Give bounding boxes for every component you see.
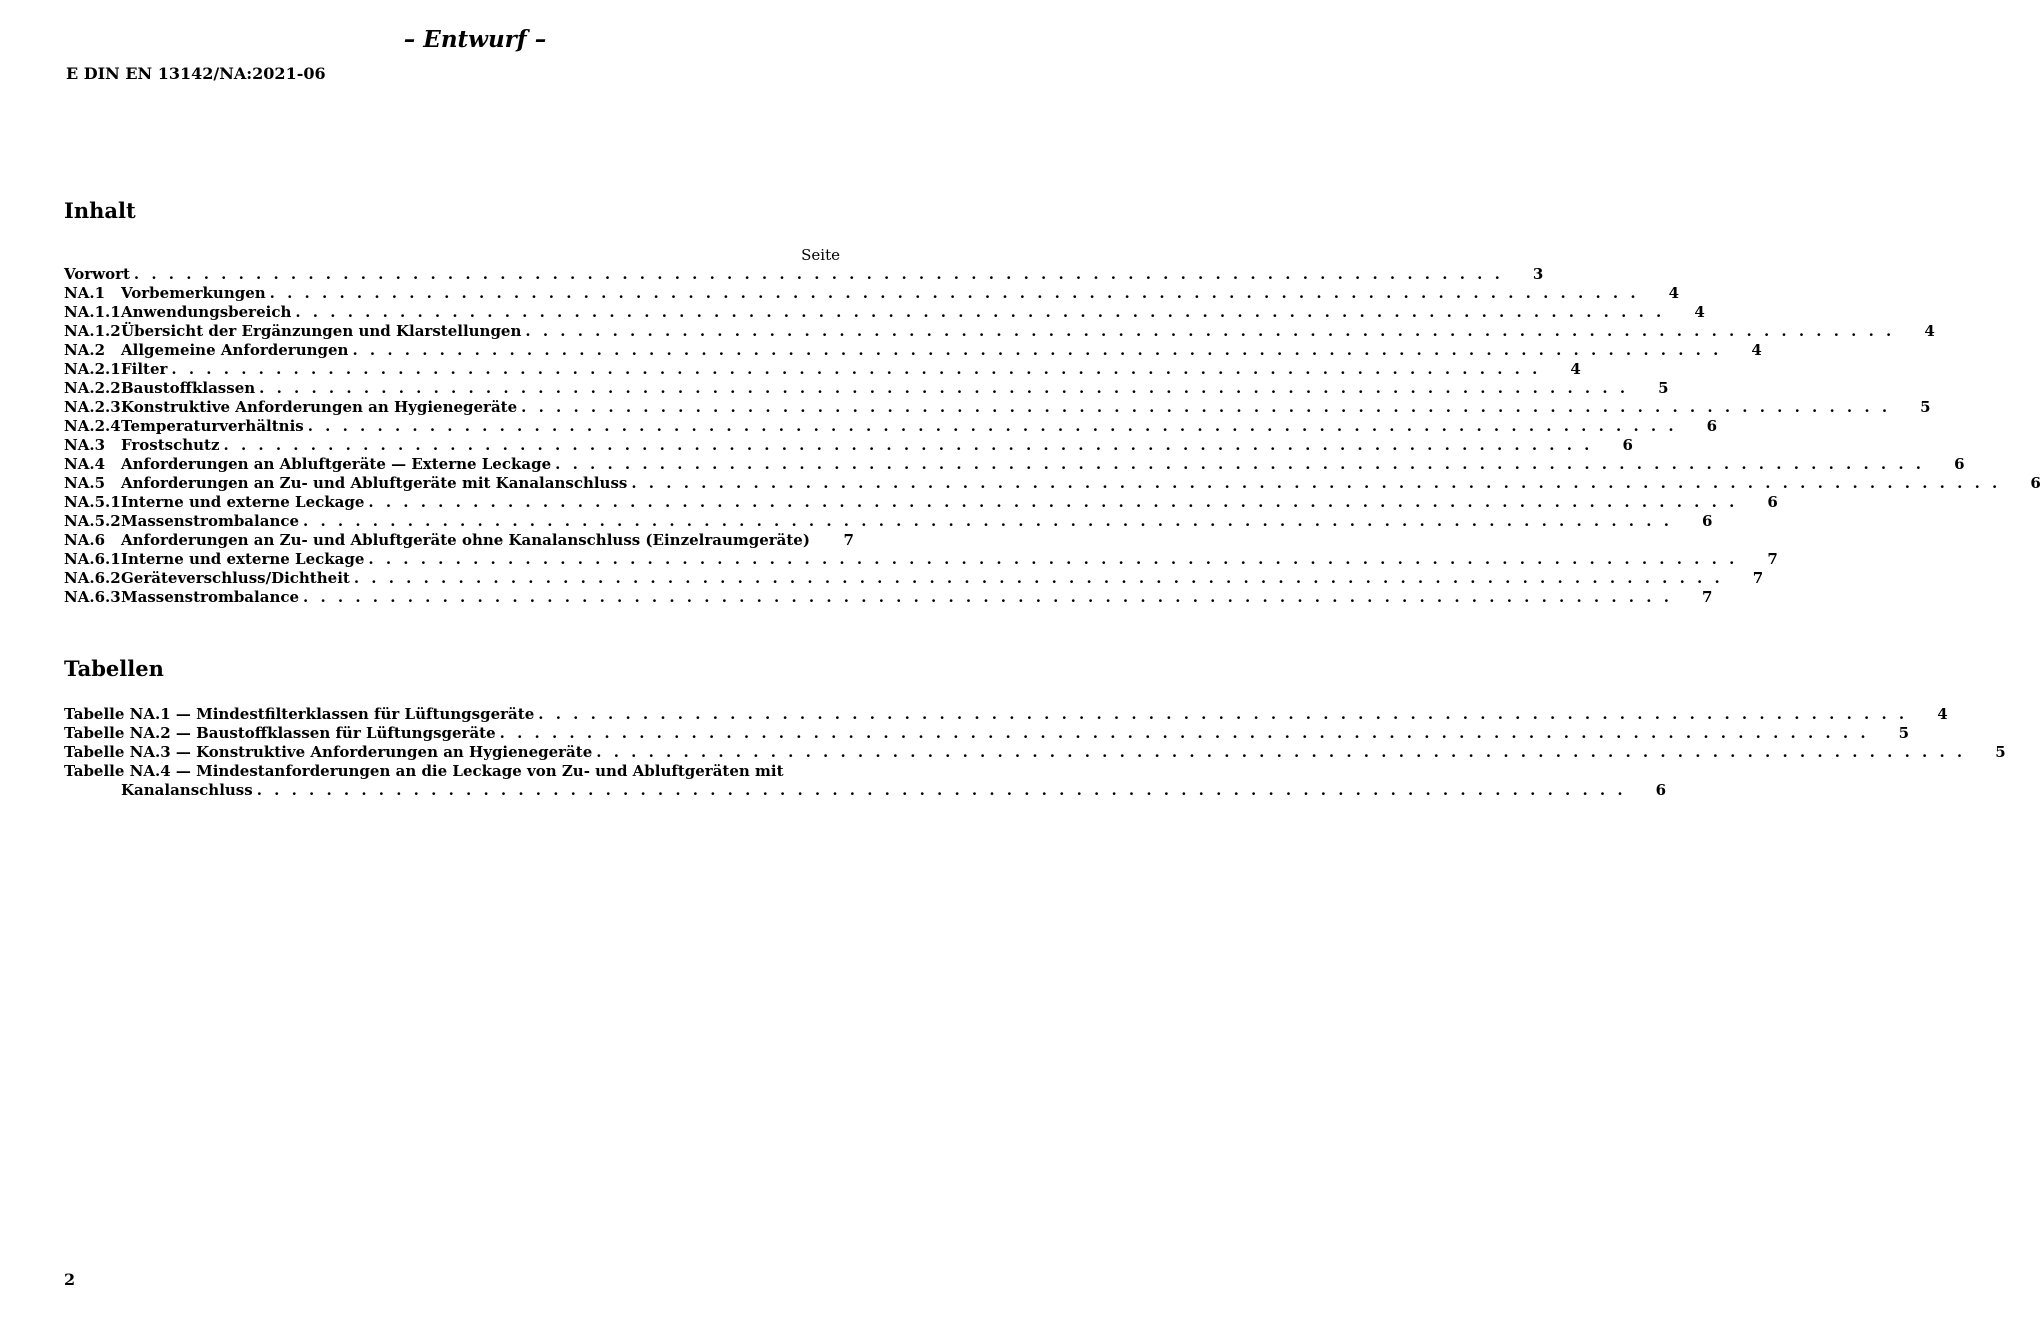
toc-entry-title: Interne und externe Leckage xyxy=(121,550,365,568)
toc-entry-page: 6 xyxy=(1706,417,1718,435)
toc-entry[interactable] xyxy=(64,265,1544,284)
toc-entry-page: 7 xyxy=(1701,588,1713,606)
toc-entry-number: NA.1.1 xyxy=(64,303,121,321)
dot-leader: . . . . . . . . . . . . . . . . . . . . . . . . . . . . . . . . . . . . . . . . . . . . . . . . . . . . . . . . . . . . . . . . . . . . . . . . . . . . . . . xyxy=(303,512,1673,530)
toc-entry-page: 6 xyxy=(1954,455,1965,473)
toc-entry-number: NA.2 xyxy=(64,341,106,359)
toc-entry-number: NA.6.1 xyxy=(64,550,121,568)
toc-entry-page: 4 xyxy=(1668,284,1680,302)
toc-entry[interactable] xyxy=(64,341,1762,360)
toc-entry-title: Vorbemerkungen xyxy=(121,284,266,302)
toc-entry-title: Anwendungsbereich xyxy=(121,303,292,321)
toc-entry-page: 7 xyxy=(1767,550,1778,568)
dot-leader: . . . . . . . . . . . . . . . . . . . . . . . . . . . . . . . . . . . . . . . . . . . . . . . . . . . . . . . . . . . . . . . . . . . . . . . . . . . . . . . xyxy=(223,436,1593,454)
dot-leader: . . . . . . . . . . . . . . . . . . . . . . . . . . . . . . . . . . . . . . . . . . . . . . . . . . . . . . . . . . . . . . . . . . . . . . . . . . . . . . . xyxy=(352,341,1722,359)
table-entry-title: Tabelle NA.4 — Mindestanforderungen an die Leckage von Zu- und Abluftgeräten mit xyxy=(64,762,784,780)
toc-entry-number: NA.5.1 xyxy=(64,493,121,511)
toc-entry-title: Vorwort xyxy=(64,265,130,283)
toc-entry[interactable] xyxy=(64,379,1669,398)
table-entry-page: 5 xyxy=(1995,743,2006,761)
toc-entry-title: Übersicht der Ergänzungen und Klarstellungen xyxy=(121,322,522,340)
table-entry-page: 4 xyxy=(1937,705,1948,723)
toc-entry-page: 6 xyxy=(1701,512,1713,530)
toc-entry[interactable] xyxy=(64,550,1778,569)
dot-leader: . . . . . . . . . . . . . . . . . . . . . . . . . . . . . . . . . . . . . . . . . . . . . . . . . . . . . . . . . . . . . . . . . . . . . . . . . . . . . . . xyxy=(171,360,1541,378)
dot-leader: . . . . . . . . . . . . . . . . . . . . . . . . . . . . . . . . . . . . . . . . . . . . . . . . . . . . . . . . . . . . . . . . . . . . . . . . . . . . . . . xyxy=(368,493,1738,511)
tables-heading: Tabellen xyxy=(64,656,164,681)
toc-entry-title: Interne und externe Leckage xyxy=(121,493,365,511)
toc-entry-page: 3 xyxy=(1532,265,1544,283)
table-entry-continuation[interactable] xyxy=(64,781,1667,800)
toc-entry-page: 6 xyxy=(1622,436,1633,454)
dot-leader: . . . . . . . . . . . . . . . . . . . . . . . . . . . . . . . . . . . . . . . . . . . . . . . . . . . . . . . . . . . . . . . . . . . . . . . . . . . . . . . xyxy=(499,724,1870,742)
draft-mark: – Entwurf – xyxy=(403,26,547,53)
toc-entry[interactable] xyxy=(64,284,1680,303)
page-column-label: Seite xyxy=(801,246,840,264)
toc-entry-page: 7 xyxy=(1752,569,1764,587)
toc-entry[interactable] xyxy=(64,303,1705,322)
dot-leader: . . . . . . . . . . . . . . . . . . . . . . . . . . . . . . . . . . . . . . . . . . . . . . . . . . . . . . . . . . . . . . . . . . . . . . . . . . . . . . . xyxy=(133,265,1504,283)
dot-leader: . . . . . . . . . . . . . . . . . . . . . . . . . . . . . . . . . . . . . . . . . . . . . . . . . . . . . . . . . . . . . . . . . . . . . . . . . . . . . . . xyxy=(259,379,1629,397)
toc-entry-page: 4 xyxy=(1924,322,1935,340)
table-entry[interactable] xyxy=(64,743,2006,762)
dot-leader: . . . . . . . . . . . . . . . . . . . . . . . . . . . . . . . . . . . . . . . . . . . . . . . . . . . . . . . . . . . . . . . . . . . . . . . . . . . . . . . xyxy=(303,588,1673,606)
toc-entry-number: NA.6.2 xyxy=(64,569,121,587)
toc-entry[interactable] xyxy=(64,360,1581,379)
toc-entry-page: 6 xyxy=(1767,493,1778,511)
dot-leader: . . . . . . . . . . . . . . . . . . . . . . . . . . . . . . . . . . . . . . . . . . . . . . . . . . . . . . . . . . . . . . . . . . . . . . . . . . . . . . . xyxy=(353,569,1724,587)
toc-entry-number: NA.3 xyxy=(64,436,106,454)
toc-entry-number: NA.2.4 xyxy=(64,417,121,435)
table-entry-page: 6 xyxy=(1655,781,1667,799)
toc-entry[interactable] xyxy=(64,474,2041,493)
dot-leader: . . . . . . . . . . . . . . . . . . . . . . . . . . . . . . . . . . . . . . . . . . . . . . . . . . . . . . . . . . . . . . . . . . . . . . . . . . . . . . . xyxy=(596,743,1966,761)
toc-entry-number: NA.5.2 xyxy=(64,512,121,530)
toc-entry-title: Anforderungen an Abluftgeräte — Externe Leckage xyxy=(121,455,552,473)
dot-leader: . . . . . . . . . . . . . . . . . . . . . . . . . . . . . . . . . . . . . . . . . . . . . . . . . . . . . . . . . . . . . . . . . . . . . . . . . . . . . . . xyxy=(295,303,1665,321)
dot-leader: . . . . . . . . . . . . . . . . . . . . . . . . . . . . . . . . . . . . . . . . . . . . . . . . . . . . . . . . . . . . . . . . . . . . . . . . . . . . . . . xyxy=(555,455,1925,473)
toc-entry-title: Allgemeine Anforderungen xyxy=(121,341,349,359)
table-entry-title: Tabelle NA.3 — Konstruktive Anforderungen an Hygienegeräte xyxy=(64,743,593,761)
toc-entry[interactable] xyxy=(64,512,1713,531)
toc-entry-title: Geräteverschluss/Dichtheit xyxy=(121,569,350,587)
toc-entry[interactable] xyxy=(64,436,1633,455)
table-entry[interactable] xyxy=(64,762,841,781)
dot-leader: . . . . . . . . . . . . . . . . . . . . . . . . . . . . . . . . . . . . . . . . . . . . . . . . . . . . . . . . . . . . . . . . . . . . . . . . . . . . . . . xyxy=(256,781,1627,799)
toc-entry-number: NA.6 xyxy=(64,531,106,549)
toc-entry-number: NA.4 xyxy=(64,455,106,473)
toc-entry[interactable] xyxy=(64,455,1965,474)
toc-entry-title: Konstruktive Anforderungen an Hygienegeräte xyxy=(121,398,518,416)
toc-entry[interactable] xyxy=(64,398,1931,417)
dot-leader: . . . . . . . . . . . . . . . . . . . . . . . . . . . . . . . . . . . . . . . . . . . . . . . . . . . . . . . . . . . . . . . . . . . . . . . . . . . . . . . xyxy=(269,284,1640,302)
table-entry-page: 5 xyxy=(1898,724,1910,742)
table-entry[interactable] xyxy=(64,705,1948,724)
toc-entry-title: Baustoffklassen xyxy=(121,379,256,397)
toc-entry-page: 4 xyxy=(1694,303,1705,321)
toc-entry-page: 4 xyxy=(1751,341,1762,359)
toc-entry-page: 5 xyxy=(1658,379,1669,397)
toc-entry-title: Massenstrombalance xyxy=(121,512,300,530)
dot-leader: . . . . . . . . . . . . . . . . . . . . . . . . . . . . . . . . . . . . . . . . . . . . . . . . . . . . . . . . . . . . . . . . . . . . . . . . . . . . . . . xyxy=(368,550,1738,568)
toc-entry[interactable] xyxy=(64,588,1713,607)
table-entry-title-continued: Kanalanschluss xyxy=(121,781,253,799)
table-entry-title: Tabelle NA.2 — Baustoffklassen für Lüftungsgeräte xyxy=(64,724,496,742)
toc-entry[interactable] xyxy=(64,531,854,550)
toc-entry[interactable] xyxy=(64,569,1764,588)
document-id: E DIN EN 13142/NA:2021-06 xyxy=(66,64,326,83)
toc-entry[interactable] xyxy=(64,417,1718,436)
toc-entry-number: NA.2.3 xyxy=(64,398,121,416)
toc-entry-page: 5 xyxy=(1920,398,1931,416)
contents-heading: Inhalt xyxy=(64,198,136,223)
toc-entry-number: NA.2.2 xyxy=(64,379,121,397)
toc-entry-title: Massenstrombalance xyxy=(121,588,300,606)
toc-entry-page: 6 xyxy=(2030,474,2041,492)
dot-leader: . . . . . . . . . . . . . . . . . . . . . . . . . . . . . . . . . . . . . . . . . . . . . . . . . . . . . . . . . . . . . . . . . . . . . . . . . . . . . . . xyxy=(521,398,1891,416)
table-entry[interactable] xyxy=(64,724,1910,743)
toc-entry-number: NA.2.1 xyxy=(64,360,121,378)
toc-entry-page: 4 xyxy=(1570,360,1581,378)
dot-leader: . . . . . . . . . . . . . . . . . . . . . . . . . . . . . . . . . . . . . . . . . . . . . . . . . . . . . . . . . . . . . . . . . . . . . . . . . . . . . . . xyxy=(525,322,1895,340)
dot-leader: . . . . . . . . . . . . . . . . . . . . . . . . . . . . . . . . . . . . . . . . . . . . . . . . . . . . . . . . . . . . . . . . . . . . . . . . . . . . . . . xyxy=(631,474,2001,492)
toc-entry[interactable] xyxy=(64,493,1778,512)
toc-entry-number: NA.1 xyxy=(64,284,106,302)
toc-entry-number: NA.5 xyxy=(64,474,106,492)
toc-entry-title: Anforderungen an Zu- und Abluftgeräte ohne Kanalanschluss (Einzelraumgeräte) xyxy=(121,531,810,549)
toc-entry-title: Filter xyxy=(121,360,168,378)
table-entry-title: Tabelle NA.1 — Mindestfilterklassen für Lüftungsgeräte xyxy=(64,705,535,723)
toc-entry-page: 7 xyxy=(843,531,854,549)
toc-entry-title: Anforderungen an Zu- und Abluftgeräte mit Kanalanschluss xyxy=(121,474,628,492)
dot-leader: . . . . . . . . . . . . . . . . . . . . . . . . . . . . . . . . . . . . . . . . . . . . . . . . . . . . . . . . . . . . . . . . . . . . . . . . . . . . . . . xyxy=(538,705,1908,723)
dot-leader: . . . . . . . . . . . . . . . . . . . . . . . . . . . . . . . . . . . . . . . . . . . . . . . . . . . . . . . . . . . . . . . . . . . . . . . . . . . . . . . xyxy=(307,417,1678,435)
list-of-tables xyxy=(64,705,2006,800)
toc-entry[interactable] xyxy=(64,322,1935,341)
page-number: 2 xyxy=(64,1270,76,1289)
toc-entry-title: Frostschutz xyxy=(121,436,220,454)
table-of-contents xyxy=(64,265,2041,607)
toc-entry-number: NA.6.3 xyxy=(64,588,121,606)
toc-entry-title: Temperaturverhältnis xyxy=(121,417,304,435)
toc-entry-number: NA.1.2 xyxy=(64,322,121,340)
